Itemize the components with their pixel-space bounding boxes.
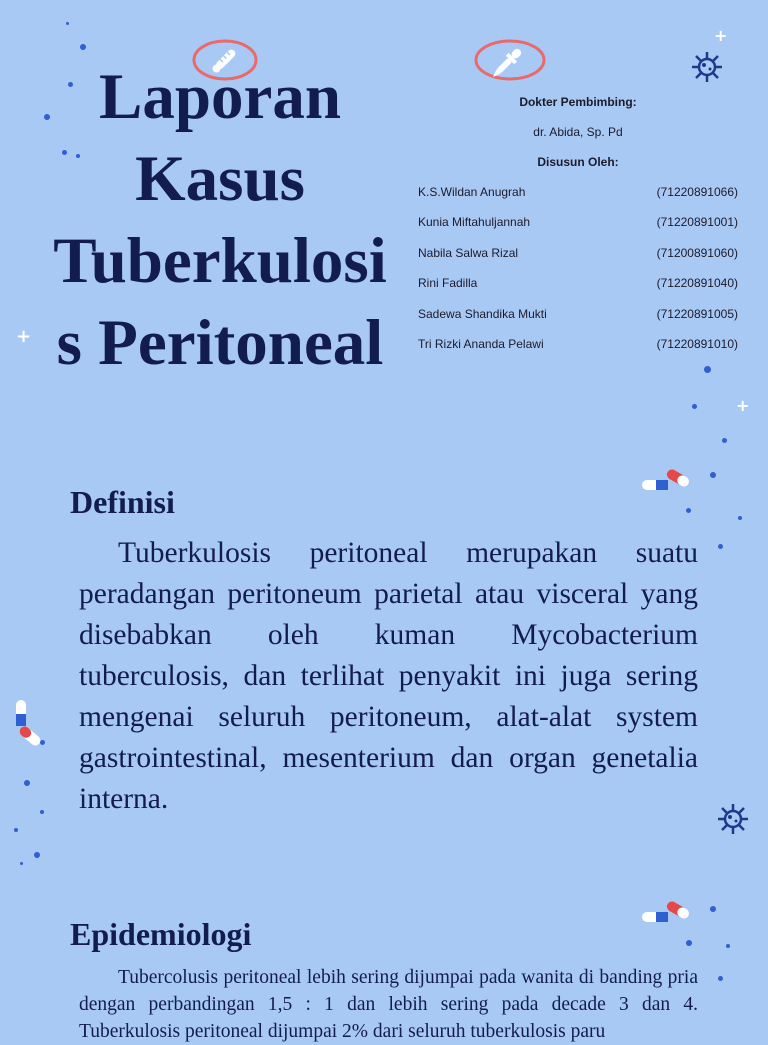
virus-icon: [690, 50, 724, 84]
pill-capsule-icon: [10, 698, 46, 754]
member-row: [418, 182, 738, 212]
author-info: [418, 92, 748, 364]
pill-capsule-icon: [640, 896, 694, 926]
epidemiologi-paragraph: Tubercolusis peritoneal lebih sering dijumpai pada wanita di banding pria dengan perbandingan 1,5 : 1 dan lebih sering pada decade 3 dan 4. Tuberkulosis peritoneal dijumpai 2% dari seluruh tuberkulosis paru: [79, 967, 698, 1042]
member-id: (71220891001): [656, 215, 738, 230]
member-row: [418, 243, 738, 273]
member-row: [418, 334, 738, 364]
pill-capsule-icon: [640, 464, 694, 494]
member-id: (71220891066): [656, 185, 738, 199]
member-name: Nabila Salwa Rizal: [418, 245, 519, 260]
member-row: [418, 273, 738, 303]
member-id: (71220891010): [656, 336, 738, 351]
member-name: K.S.Wildan Anugrah: [418, 185, 526, 199]
title-line: Tuberkulosi: [53, 225, 387, 297]
title-line: Laporan: [98, 61, 341, 133]
member-name: Tri Rizki Ananda Pelawi: [418, 336, 544, 351]
member-id: (71200891060): [656, 245, 738, 260]
member-id: (71220891040): [656, 276, 738, 291]
title-line: s Peritoneal: [56, 307, 384, 379]
section-heading-definisi: Definisi: [70, 484, 175, 520]
supervisor-name: dr. Abida, Sp. Pd: [533, 125, 623, 139]
member-name: Rini Fadilla: [418, 276, 478, 291]
page-title: [40, 56, 400, 384]
section-heading-epidemiologi: Epidemiologi: [70, 916, 252, 952]
member-name: Sadewa Shandika Mukti: [418, 306, 547, 321]
member-name: Kunia Miftahuljannah: [418, 215, 531, 230]
definisi-paragraph: Tuberkulosis peritoneal merupakan suatu peradangan peritoneum parietal atau visceral yang disebabkan oleh kuman Mycobacterium tuberculosis, dan terlihat penyakit ini juga sering mengenai seluruh peritoneum, alat-alat system gastrointestinal, mesenterium dan organ genetalia interna.: [79, 537, 698, 815]
title-line: Kasus: [135, 143, 305, 215]
supervisor-label: Dokter Pembimbing:: [519, 95, 637, 109]
virus-icon: [716, 802, 750, 836]
member-row: [418, 304, 738, 334]
authors-label: Disusun Oleh:: [537, 155, 619, 169]
dropper-icon: [474, 38, 546, 82]
member-id: (71220891005): [656, 306, 738, 321]
member-row: [418, 212, 738, 242]
